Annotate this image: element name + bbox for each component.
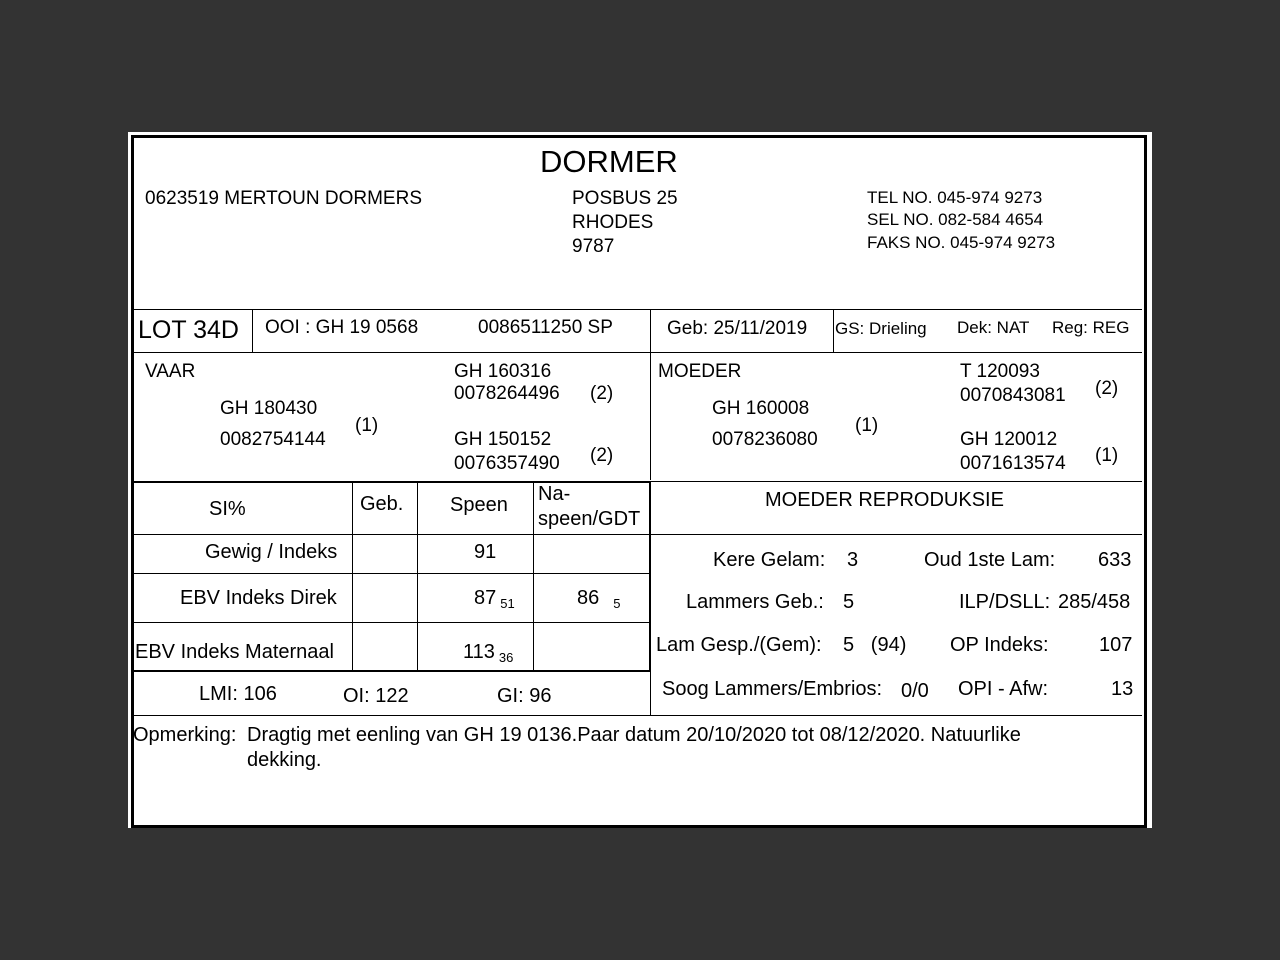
dam-sire-count: (2): [1095, 378, 1119, 399]
divider: [650, 309, 651, 480]
sire-sire-id: GH 160316: [454, 361, 552, 382]
table-header-weaning: Speen: [450, 494, 508, 516]
lambings-value: 3: [847, 549, 859, 571]
ebv-direct-postweaning: 86 $_5$: [577, 587, 621, 611]
divider: [352, 482, 353, 671]
dam-dam-count: (1): [1095, 445, 1119, 466]
birth-date: Geb: 25/11/2019: [667, 318, 808, 339]
divider: [833, 309, 834, 352]
lambs-born-value: 5: [843, 591, 855, 613]
divider: [134, 715, 1142, 716]
divider: [134, 482, 650, 483]
sire-sire-number: 0078264496: [454, 383, 560, 404]
mating-type: Dek: NAT: [957, 318, 1030, 337]
gi-value: GI: 96: [497, 685, 552, 707]
first-lamb-age-label: Oud 1ste Lam:: [924, 549, 1056, 571]
address-line-3: 9787: [572, 236, 615, 257]
remark-label: Opmerking:: [133, 724, 237, 746]
registration-status: Reg: REG: [1052, 318, 1130, 337]
table-header-birth: Geb.: [360, 493, 404, 515]
remark-line-1: Dragtig met eenling van GH 19 0136.Paar datum 20/10/2020 tot 08/12/2020. Natuurlike: [247, 724, 1021, 746]
divider: [134, 670, 650, 672]
divider: [134, 622, 650, 623]
ewe-id: OOI : GH 19 0568: [265, 317, 419, 338]
sire-dam-count: (2): [590, 445, 614, 466]
remark-line-2: dekking.: [247, 749, 322, 771]
birth-status: GS: Drieling: [835, 319, 927, 338]
address-line-2: RHODES: [572, 212, 654, 233]
suckled-lambs-value: 0/0: [901, 680, 929, 702]
opi-deviation-label: OPI - Afw:: [958, 678, 1049, 700]
sire-dam-number: 0076357490: [454, 453, 560, 474]
fax-number: FAKS NO. 045-974 9273: [867, 233, 1056, 252]
ilp-dsll-value: 285/458: [1058, 591, 1131, 613]
lambs-born-label: Lammers Geb.:: [686, 591, 824, 613]
divider: [533, 482, 534, 671]
tel-number: TEL NO. 045-974 9273: [867, 188, 1043, 207]
lot-number: LOT 34D: [138, 316, 239, 344]
divider: [252, 309, 253, 352]
weight-weaning-value: 91: [474, 541, 497, 563]
dam-count: (1): [855, 415, 879, 436]
registration-number: 0086511250 SP: [478, 317, 613, 338]
divider: [134, 309, 1142, 310]
row-label-ebv-maternal: EBV Indeks Maternaal: [135, 641, 334, 663]
dam-id: GH 160008: [712, 398, 810, 419]
dam-sire-id: T 120093: [960, 361, 1040, 382]
sire-number: 0082754144: [220, 429, 326, 450]
table-header-postweaning-2: speen/GDT: [538, 508, 641, 530]
divider: [134, 573, 650, 574]
sire-dam-id: GH 150152: [454, 429, 552, 450]
ebv-maternal-weaning: 113 $_{36}$: [463, 641, 514, 665]
op-index-label: OP Indeks:: [950, 634, 1049, 656]
table-header-postweaning-1: Na-: [538, 483, 571, 505]
opi-deviation-value: 13: [1111, 678, 1134, 700]
sire-count: (1): [355, 415, 379, 436]
breeder-name: 0623519 MERTOUN DORMERS: [145, 188, 423, 209]
lambs-weaned-value: 5 (94): [843, 634, 907, 656]
catalogue-card: [128, 132, 1152, 828]
row-label-weight: Gewig / Indeks: [205, 541, 338, 563]
op-index-value: 107: [1099, 634, 1133, 656]
oi-value: OI: 122: [343, 685, 409, 707]
reproduction-title: MOEDER REPRODUKSIE: [765, 489, 1004, 511]
divider: [134, 534, 1142, 535]
sire-label: VAAR: [145, 361, 196, 382]
first-lamb-age-value: 633: [1098, 549, 1132, 571]
dam-dam-number: 0071613574: [960, 453, 1066, 474]
table-header-si: SI%: [209, 498, 246, 520]
ebv-direct-weaning: 87 $_{51}$: [474, 587, 515, 611]
cell-number: SEL NO. 082-584 4654: [867, 210, 1044, 229]
divider: [650, 482, 651, 715]
divider: [134, 352, 1142, 353]
sire-id: GH 180430: [220, 398, 318, 419]
divider: [417, 482, 418, 671]
ilp-dsll-label: ILP/DSLL:: [959, 591, 1051, 613]
dam-sire-number: 0070843081: [960, 385, 1066, 406]
suckled-lambs-label: Soog Lammers/Embrios:: [662, 678, 883, 700]
lambings-label: Kere Gelam:: [713, 549, 826, 571]
sire-sire-count: (2): [590, 383, 614, 404]
dam-number: 0078236080: [712, 429, 818, 450]
row-label-ebv-direct: EBV Indeks Direk: [180, 587, 337, 609]
dam-dam-id: GH 120012: [960, 429, 1058, 450]
breed-title: DORMER: [540, 144, 678, 179]
lmi-value: LMI: 106: [199, 683, 277, 705]
lambs-weaned-label: Lam Gesp./(Gem):: [656, 634, 822, 656]
address-line-1: POSBUS 25: [572, 188, 678, 209]
dam-label: MOEDER: [658, 361, 742, 382]
